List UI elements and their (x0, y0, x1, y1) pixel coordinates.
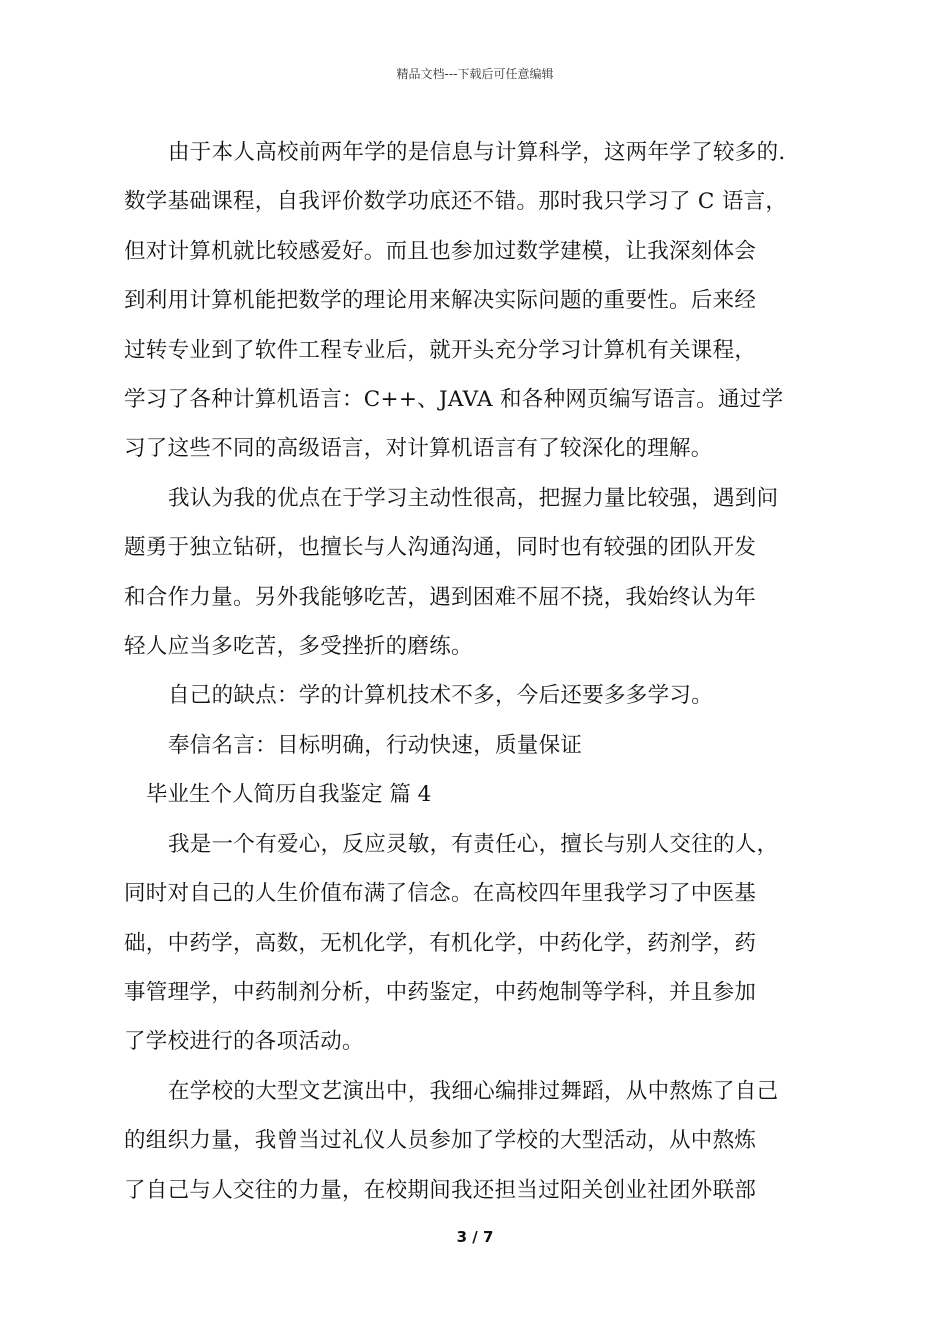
paragraph-line: 过转专业到了软件工程专业后，就开头充分学习计算机有关课程， (124, 337, 757, 363)
paragraph-line: 在学校的大型文艺演出中，我细心编排过舞蹈，从中熬炼了自己 (168, 1078, 779, 1104)
document-body (124, 128, 818, 1215)
paragraph-line: 和合作力量。另外我能够吃苦，遇到困难不屈不挠，我始终认为年 (124, 584, 757, 610)
page-number: 3 / 7 (456, 1228, 494, 1246)
paragraph-line: 学习了各种计算机语言：C++、JAVA 和各种网页编写语言。通过学 (124, 387, 784, 413)
paragraph-4: 奉信名言：目标明确，行动快速，质量保证 (168, 732, 583, 758)
paragraph-line: 题勇于独立钻研，也擅长与人沟通沟通，同时也有较强的团队开发 (124, 535, 757, 561)
paragraph-line: 我是一个有爱心，反应灵敏，有责任心，擅长与别人交往的人， (168, 831, 779, 857)
paragraph-line: 习了这些不同的高级语言，对计算机语言有了较深化的理解。 (124, 436, 713, 462)
paragraph-line: 了自己与人交往的力量，在校期间我还担当过阳关创业社团外联部 (124, 1177, 757, 1203)
paragraph-line: 同时对自己的人生价值布满了信念。在高校四年里我学习了中医基 (124, 881, 757, 907)
paragraph-line: 由于本人高校前两年学的是信息与计算科学，这两年学了较多的. (168, 140, 786, 165)
paragraph-line: 数学基础课程，自我评价数学功底还不错。那时我只学习了 C 语言， (124, 189, 788, 215)
paragraph-2 (124, 474, 818, 672)
paragraph-line: 事管理学，中药制剂分析，中药鉴定，中药炮制等学科，并且参加 (124, 979, 757, 1005)
page-header: 精品文档---下载后可任意编辑 (396, 67, 554, 81)
paragraph-1 (124, 128, 818, 474)
paragraph-line: 轻人应当多吃苦，多受挫折的磨练。 (124, 634, 473, 660)
paragraph-line: 但对计算机就比较感爱好。而且也参加过数学建模，让我深刻体会 (124, 238, 757, 264)
paragraph-line: 到利用计算机能把数学的理论用来解决实际问题的重要性。后来经 (124, 288, 757, 314)
paragraph-3: 自己的缺点：学的计算机技术不多，今后还要多多学习。 (168, 683, 714, 709)
paragraph-line: 了学校进行的各项活动。 (124, 1029, 364, 1055)
section-title: 毕业生个人简历自我鉴定 篇 4 (146, 782, 432, 808)
paragraph-line: 的组织力量，我曾当过礼仪人员参加了学校的大型活动，从中熬炼 (124, 1128, 757, 1154)
paragraph-6 (124, 1067, 818, 1215)
paragraph-5 (124, 820, 818, 1067)
paragraph-line: 础，中药学，高数，无机化学，有机化学，中药化学，药剂学，药 (124, 930, 757, 956)
paragraph-line: 我认为我的优点在于学习主动性很高，把握力量比较强，遇到问 (168, 485, 779, 511)
